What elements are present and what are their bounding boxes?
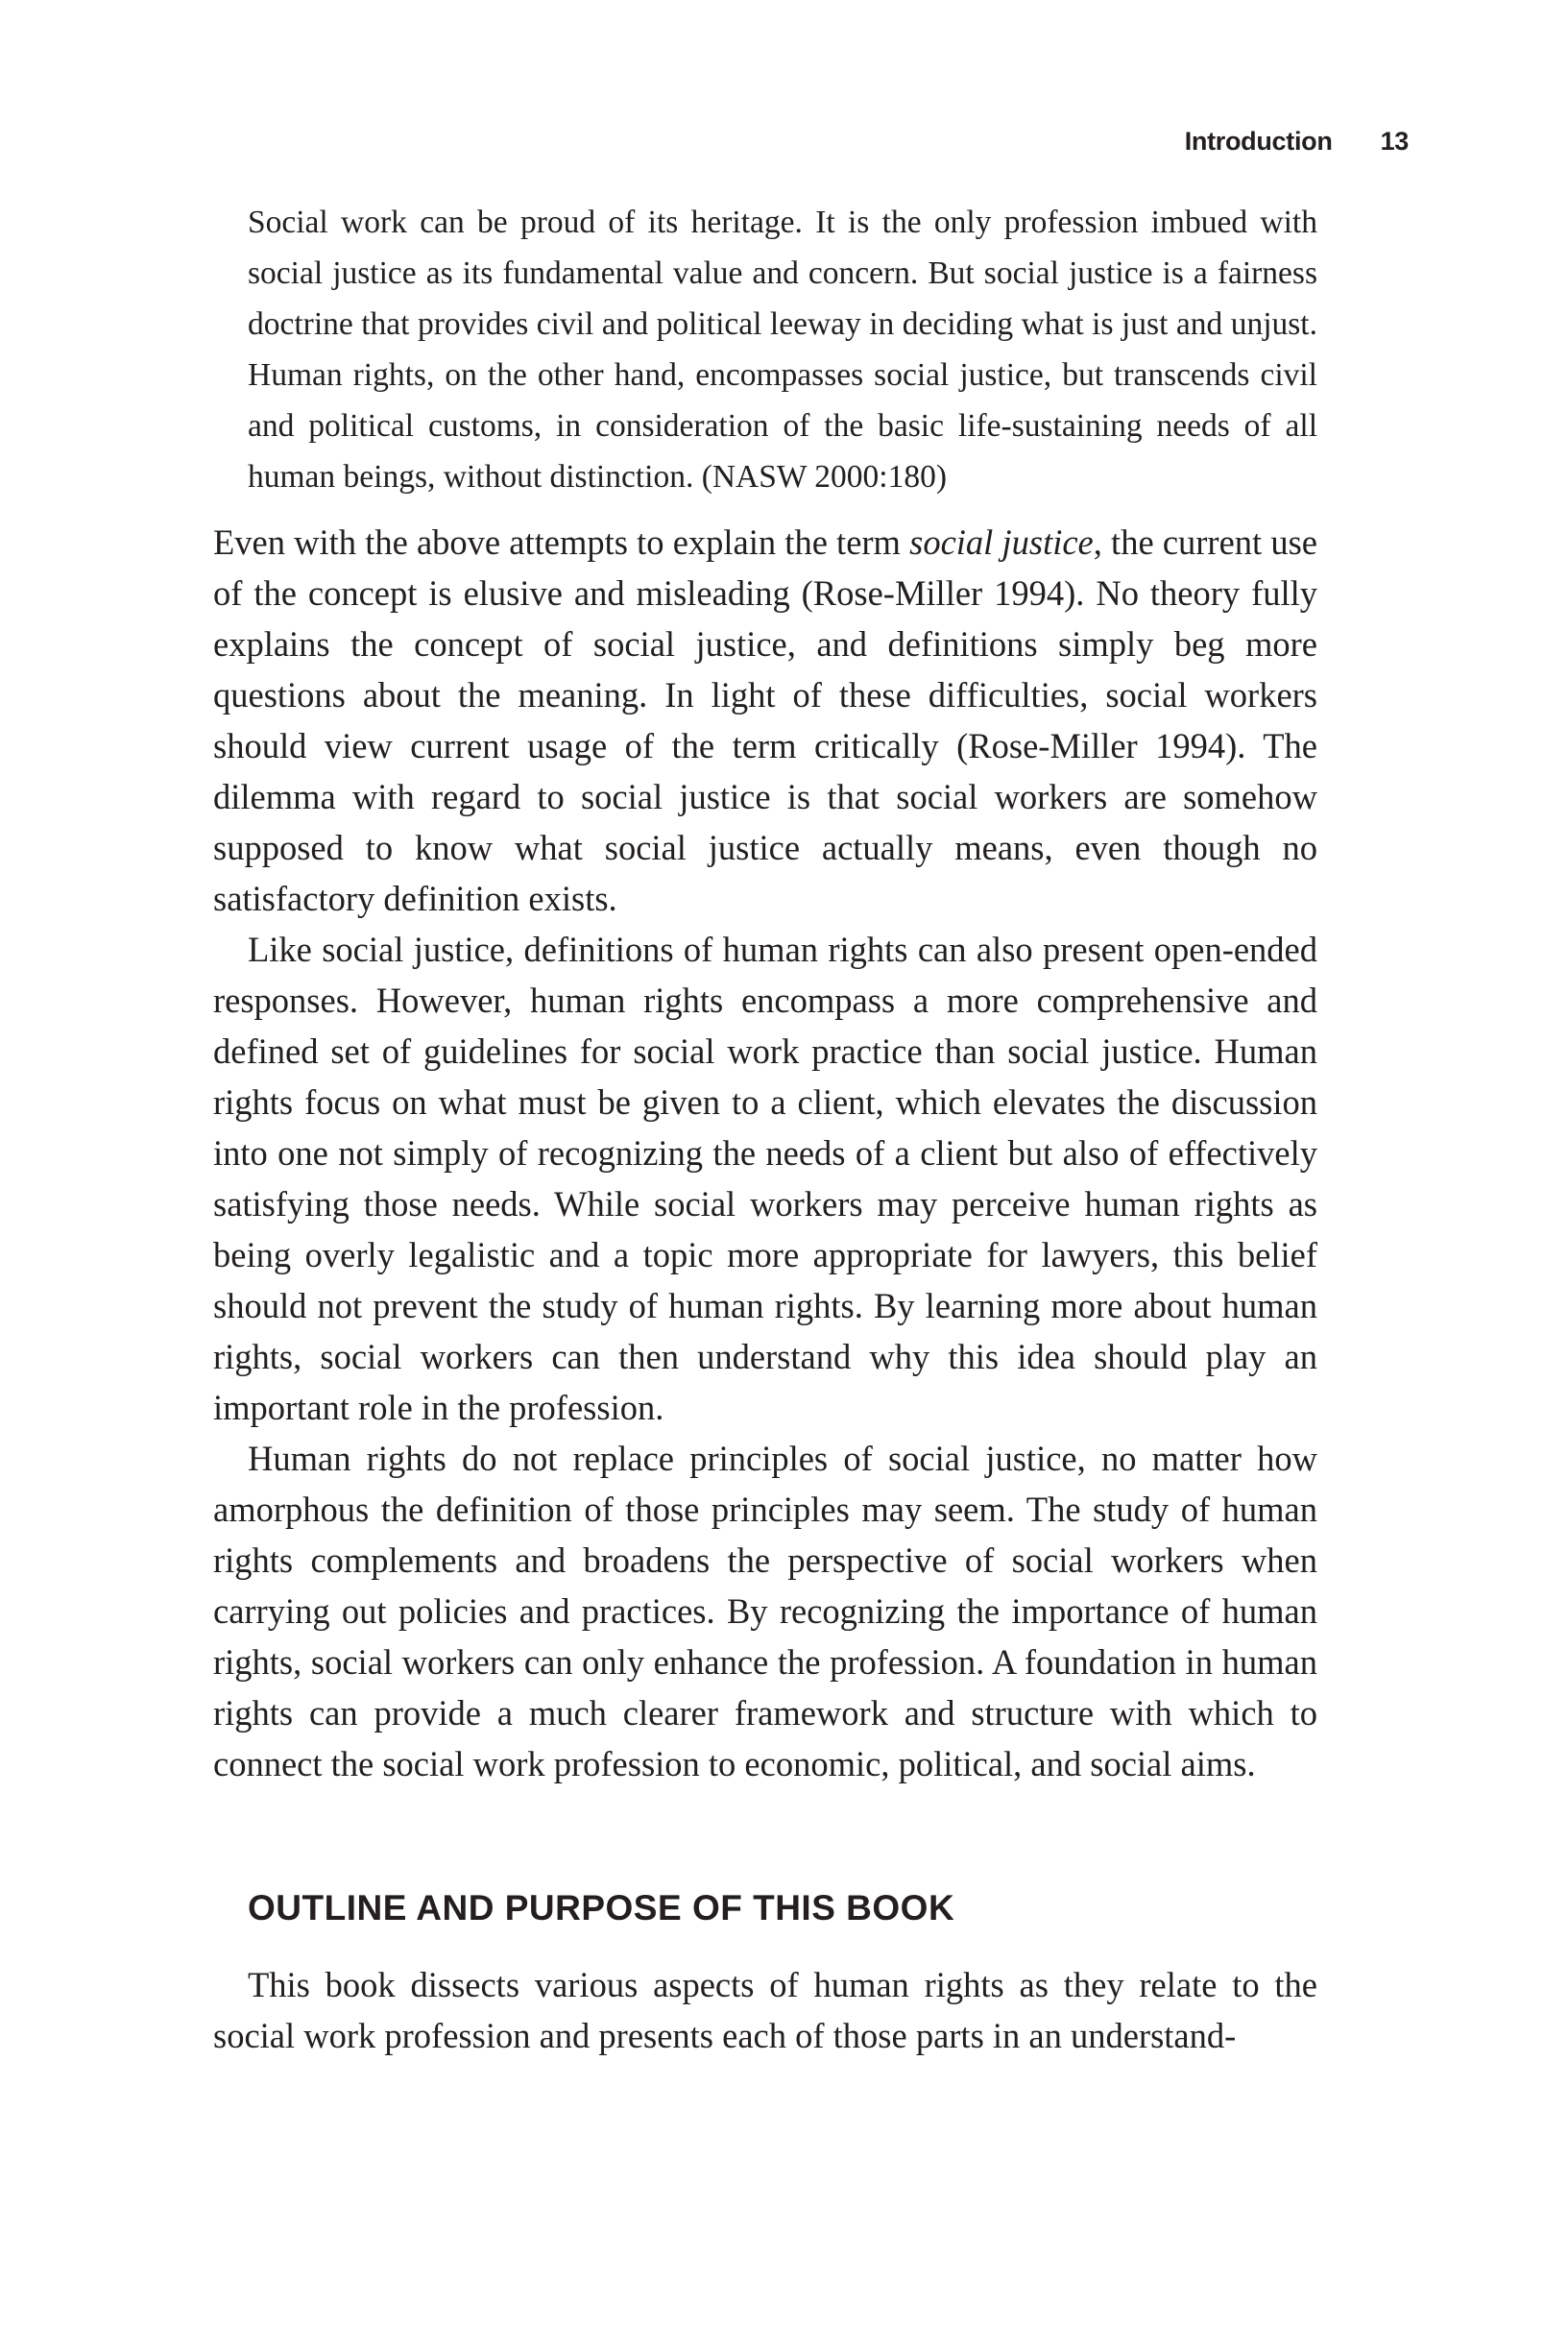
paragraph-1 [213,517,1317,924]
section-paragraph-1: This book dissects various aspects of human rights as they relate to the social work profession and presents each of those parts in an understand- [213,1965,1317,2055]
paragraph-1-start: Even with the above attempts to explain the term [213,522,910,562]
running-head [1185,127,1409,157]
paragraph-1-rest: , the current use of the concept is elusive and misleading (Rose-Miller 1994). No theory fully explains the concept of social justice, and definitions simply beg more questions about the meaning. In light of these difficulties, social workers should view current usage of the term critically (Rose-Miller 1994). The dilemma with regard to social justice is that social workers are somehow supposed to know what social justice actually means, even though no satisfactory definition exists. [213,522,1317,918]
section-body [213,1959,1317,2061]
paragraph-3: Human rights do not replace principles of social justice, no matter how amorphous the definition of those principles may seem. The study of human rights complements and broadens the perspective of social workers when carrying out policies and practices. By recognizing the importance of human rights, social workers can only enhance the profession. A foundation in human rights can provide a much clearer framework and structure with which to connect the social work profession to economic, political, and social aims. [213,1439,1317,1783]
section-heading: OUTLINE AND PURPOSE OF THIS BOOK [248,1888,955,1928]
body-text [213,517,1317,1789]
paragraph-2: Like social justice, definitions of human rights can also present open-ended responses. However, human rights encompass a more comprehensive and defined set of guidelines for social work practice than social justice. Human rights focus on what must be given to a client, which elevates the discussion into one not simply of recognizing the needs of a client but also of effectively satisfying those needs. While social workers may perceive human rights as being overly legalistic and a topic more appropriate for lawyers, this belief should not prevent the study of human rights. By learning more about human rights, social workers can then understand why this idea should play an important role in the profession. [213,930,1317,1427]
page-number: 13 [1380,127,1409,156]
running-head-title: Introduction [1184,127,1333,156]
block-quote: Social work can be proud of its heritage. It is the only profession imbued with social justice as its fundamental value and concern. But social justice is a fairness doctrine that provides civil and political leeway in deciding what is just and unjust. Human rights, on the other hand, encompasses social justice, but transcends civil and political customs, in consideration of the basic life-sustaining needs of all human beings, without distinction. (NASW 2000:180) [248,205,1317,495]
italic-term: social justice [909,522,1094,562]
